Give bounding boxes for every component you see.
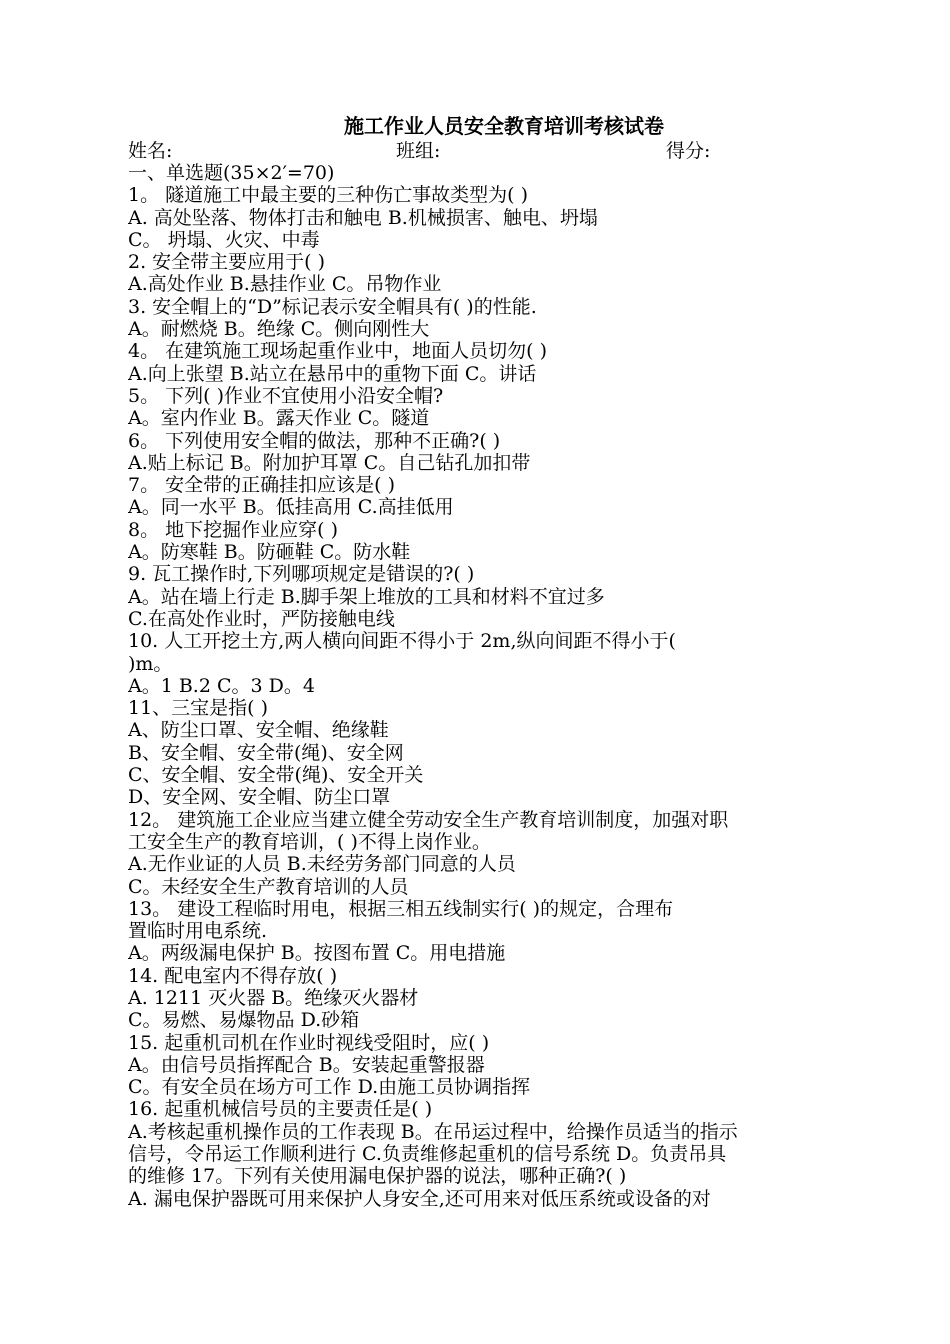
option-line: 的维修 17。下列有关使用漏电保护器的说法，哪种正确?( ) [128,1165,627,1188]
option-line: B、安全帽、安全带(绳)、安全网 [128,741,404,764]
question-line: 12。 建筑施工企业应当建立健全劳动安全生产教育培训制度，加强对职 [128,808,729,831]
question-line: 15. 起重机司机在作业时视线受阻时，应( ) [128,1031,490,1054]
group-label: 班组: [396,140,441,162]
option-line: A。室内作业 B。露天作业 C。隧道 [128,407,430,430]
question-line: 13。 建设工程临时用电，根据三相五线制实行( )的规定，合理布 [128,897,674,920]
option-line: D、安全网、安全帽、防尘口罩 [128,786,391,809]
option-line: A.无作业证的人员 B.未经劳务部门同意的人员 [128,853,516,876]
option-line: A.高处作业 B.悬挂作业 C。吊物作业 [128,273,442,296]
question-line: 3. 安全帽上的“D”标记表示安全帽具有( )的性能. [128,295,537,318]
question-line: 10. 人工开挖土方,两人横向间距不得小于 2m,纵向间距不得小于( [128,630,676,653]
option-line: C。有安全员在场方可工作 D.由施工员协调指挥 [128,1076,531,1099]
question-line: 置临时用电系统. [128,920,268,943]
question-line: 6。 下列使用安全帽的做法，那种不正确?( ) [128,429,501,452]
option-line: A。同一水平 B。低挂高用 C.高挂低用 [128,496,454,519]
question-line: 1。 隧道施工中最主要的三种伤亡事故类型为( ) [128,184,528,207]
question-line: 5。 下列( )作业不宜使用小沿安全帽? [128,384,444,407]
question-line: 7。 安全带的正确挂扣应该是( ) [128,474,395,497]
option-line: C。 坍塌、火灾、中毒 [128,228,320,251]
option-line: A。1 B.2 C。3 D。4 [128,674,315,697]
question-line: 工安全生产的教育培训，( )不得上岗作业。 [128,830,491,853]
question-line: 11、三宝是指( ) [128,697,269,720]
question-line: 16. 起重机械信号员的主要责任是( ) [128,1098,433,1121]
question-line: )m。 [128,652,173,675]
option-line: A、防尘口罩、安全帽、绝缘鞋 [128,719,389,742]
option-line: C、安全帽、安全带(绳)、安全开关 [128,764,424,787]
score-label: 得分: [666,140,711,162]
option-line: A. 高处坠落、物体打击和触电 B.机械损害、触电、坍塌 [128,206,598,229]
name-label: 姓名: [128,140,173,162]
option-line: C。未经安全生产教育培训的人员 [128,875,409,898]
question-line: 4。 在建筑施工现场起重作业中，地面人员切勿( ) [128,340,547,363]
question-line: 9. 瓦工操作时,下列哪项规定是错误的?( ) [128,563,475,586]
option-line: A. 漏电保护器既可用来保护人身安全,还可用来对低压系统或设备的对 [128,1187,711,1210]
option-line: A。两级漏电保护 B。按图布置 C。用电措施 [128,942,506,965]
question-line: 14. 配电室内不得存放( ) [128,964,338,987]
option-line: A。站在墙上行走 B.脚手架上堆放的工具和材料不宜过多 [128,585,605,608]
exam-page [128,112,840,1210]
option-line: A.向上张望 B.站立在悬吊中的重物下面 C。讲话 [128,362,537,385]
option-line: A. 1211 灭火器 B。绝缘灭火器材 [128,986,419,1009]
student-info-row [128,140,840,162]
option-line: C。易燃、易爆物品 D.砂箱 [128,1009,360,1032]
option-line: A.贴上标记 B。附加护耳罩 C。自己钻孔加扣带 [128,451,531,474]
question-line: 2. 安全带主要应用于( ) [128,251,326,274]
option-line: C.在高处作业时，严防接触电线 [128,607,395,630]
option-line: 信号，令吊运工作顺利进行 C.负责维修起重机的信号系统 D。负责吊具 [128,1143,727,1166]
option-line: A。耐燃烧 B。绝缘 C。侧向刚性大 [128,318,430,341]
option-line: A。防寒鞋 B。防砸鞋 C。防水鞋 [128,541,411,564]
question-line: 8。 地下挖掘作业应穿( ) [128,518,338,541]
option-line: A。由信号员指挥配合 B。安装起重警报器 [128,1053,485,1076]
section-heading: 一、单选题(35×2′=70) [128,162,335,184]
option-line: A.考核起重机操作员的工作表现 B。在吊运过程中，给操作员适当的指示 [128,1120,738,1143]
exam-title: 施工作业人员安全教育培训考核试卷 [344,114,664,138]
